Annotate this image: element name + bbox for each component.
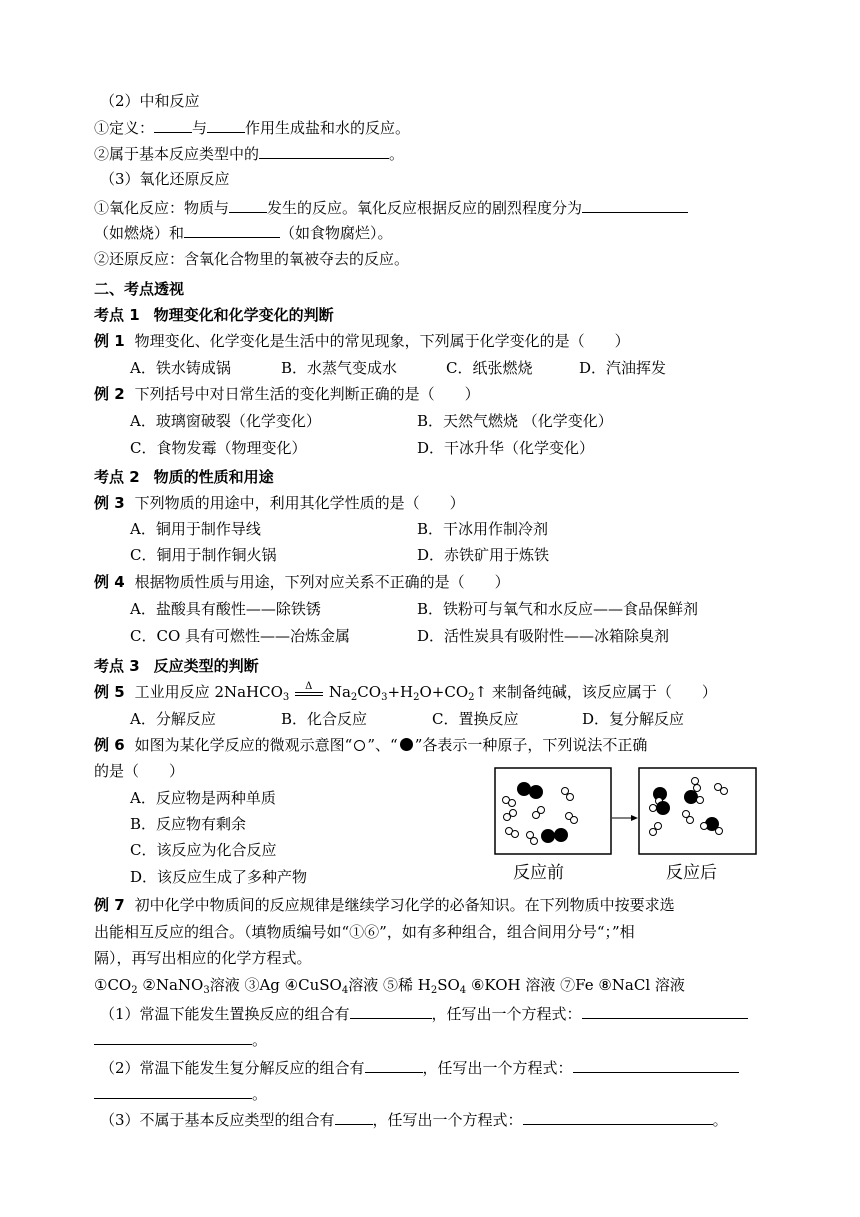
- option-d[interactable]: D．干冰升华（化学变化）: [417, 439, 595, 457]
- option-a[interactable]: A．铜用于制作导线: [130, 520, 261, 538]
- blank[interactable]: [259, 143, 389, 159]
- example-3-question: 例 3 下列物质的用途中，利用其化学性质的是（ ）: [94, 494, 465, 512]
- label-before: 反应前: [513, 863, 564, 883]
- label-after: 反应后: [666, 863, 717, 883]
- blank[interactable]: [94, 1083, 252, 1099]
- example-2-options-row2: [130, 438, 594, 458]
- after-molecules: [650, 778, 728, 836]
- example-7-sub1: （1）常温下能发生置换反应的组合有 ，任写出一个方程式：: [100, 1003, 748, 1024]
- example-3-options-row2: [130, 545, 549, 565]
- arrow-head-icon: [631, 815, 638, 821]
- key-point-1: 考点 1 物理变化和化学变化的判断: [94, 306, 334, 324]
- option-d[interactable]: D．汽油挥发: [579, 359, 667, 377]
- neutralization-type: ②属于基本反应类型中的 。: [94, 145, 405, 163]
- example-7-question-line3: 隔），再写出相应的化学方程式。: [94, 949, 312, 967]
- example-4-options-row1: [130, 599, 698, 619]
- option-a[interactable]: A．分解反应: [130, 710, 216, 728]
- blank[interactable]: [523, 1109, 713, 1125]
- option-b[interactable]: B．化合反应: [281, 710, 368, 728]
- blank[interactable]: [365, 1057, 423, 1073]
- example-5-options: [130, 709, 684, 729]
- blank[interactable]: [94, 1029, 252, 1045]
- white-atom-icon: [354, 740, 365, 751]
- oxidation-definition-cont: （如燃烧）和 （如食物腐烂）。: [94, 224, 393, 242]
- example-7-sub1-cont: 。: [94, 1029, 267, 1050]
- blank[interactable]: [573, 1057, 739, 1073]
- example-7-sub2-cont: 。: [94, 1083, 267, 1104]
- blank[interactable]: [582, 1003, 748, 1019]
- section-redox-title: （3）氧化还原反应: [100, 170, 230, 188]
- heat-condition-arrow: Δ: [294, 686, 324, 700]
- blank[interactable]: [184, 222, 280, 238]
- blank[interactable]: [350, 1003, 432, 1019]
- option-b[interactable]: B．干冰用作制冷剂: [417, 520, 549, 538]
- option-b[interactable]: B．水蒸气变成水: [281, 359, 398, 377]
- section-heading-key-points: 二、考点透视: [94, 280, 185, 298]
- blank[interactable]: [335, 1109, 373, 1125]
- example-2-options-row1: [130, 411, 613, 431]
- blank[interactable]: [207, 117, 245, 133]
- neutralization-definition: ①定义： 与 作用生成盐和水的反应。: [94, 119, 411, 137]
- option-c[interactable]: C．置换反应: [432, 710, 519, 728]
- option-a[interactable]: A．铁水铸成锅: [130, 359, 231, 377]
- option-d[interactable]: D．复分解反应: [582, 710, 685, 728]
- before-molecules: [503, 782, 578, 845]
- example-3-options-row1: [130, 519, 548, 539]
- example-2-question: 例 2 下列括号中对日常生活的变化判断正确的是（ ）: [94, 385, 480, 403]
- option-c[interactable]: C．食物发霉（物理变化）: [130, 439, 307, 457]
- example-1-question: 例 1 物理变化、化学变化是生活中的常见现象，下列属于化学变化的是（ ）: [94, 332, 630, 350]
- blank[interactable]: [582, 197, 688, 213]
- option-b[interactable]: B．天然气燃烧 （化学变化）: [417, 412, 613, 430]
- example-6-question: 例 6 如图为某化学反应的微观示意图“ ”、“ ”各表示一种原子，下列说法不正确: [94, 736, 648, 754]
- option-c[interactable]: C．纸张燃烧: [446, 359, 533, 377]
- black-atom-icon: [400, 738, 413, 751]
- option-b[interactable]: B．反应物有剩余: [130, 815, 247, 833]
- option-c[interactable]: C．CO 具有可燃性——冶炼金属: [130, 627, 351, 645]
- option-c[interactable]: C．该反应为化合反应: [130, 841, 277, 859]
- example-6-question-cont: 的是（ ）: [94, 762, 185, 780]
- example-4-question: 例 4 根据物质性质与用途，下列对应关系不正确的是（ ）: [94, 573, 510, 591]
- example-4-options-row2: [130, 626, 669, 646]
- example-5-question: 例 5 工业用反应 2NaHCO$_3$ Δ $Na_2CO_3+H_2O+CO_2↑$ 来制备纯碱，该反应属于（ ）: [94, 681, 717, 703]
- example-7-sub2: （2）常温下能发生复分解反应的组合有 ，任写出一个方程式：: [100, 1057, 739, 1078]
- key-point-2: 考点 2 物质的性质和用途: [94, 468, 274, 486]
- option-b[interactable]: B．铁粉可与氧气和水反应——食品保鲜剂: [417, 600, 699, 618]
- key-point-3: 考点 3 反应类型的判断: [94, 657, 259, 675]
- example-7-substances: $①CO_2$ ②NaNO$_3$溶液 ③Ag ④CuSO$_4$溶液 ⑤稀 $H_2SO_4$ ⑥KOH 溶液 ⑦Fe ⑧NaCl 溶液: [94, 976, 685, 996]
- example-7-question: 例 7 初中化学中物质间的反应规律是继续学习化学的必备知识。在下列物质中按要求选: [94, 896, 675, 914]
- option-d[interactable]: D．赤铁矿用于炼铁: [417, 546, 550, 564]
- reduction-definition: ②还原反应：含氧化合物里的氧被夺去的反应。: [94, 250, 410, 268]
- option-a[interactable]: A．盐酸具有酸性——除铁锈: [130, 600, 321, 618]
- section-neutralization-title: （2）中和反应: [100, 92, 200, 110]
- example-7-question-line2: 出能相互反应的组合。（填物质编号如“①⑥”，如有多种组合，组合间用分号“；”相: [94, 923, 635, 941]
- option-a[interactable]: A．反应物是两种单质: [130, 789, 276, 807]
- example-7-sub3: （3）不属于基本反应类型的组合有 ，任写出一个方程式： 。: [100, 1111, 728, 1129]
- oxidation-definition: ①氧化反应：物质与 发生的反应。氧化反应根据反应的剧烈程度分为: [94, 197, 688, 218]
- blank[interactable]: [229, 197, 267, 213]
- example-1-options: [130, 358, 666, 378]
- option-a[interactable]: A．玻璃窗破裂（化学变化）: [130, 412, 321, 430]
- option-d[interactable]: D．该反应生成了多种产物: [130, 868, 308, 886]
- blank[interactable]: [154, 117, 192, 133]
- option-c[interactable]: C．铜用于制作铜火锅: [130, 546, 277, 564]
- option-d[interactable]: D．活性炭具有吸附性——冰箱除臭剂: [417, 627, 670, 645]
